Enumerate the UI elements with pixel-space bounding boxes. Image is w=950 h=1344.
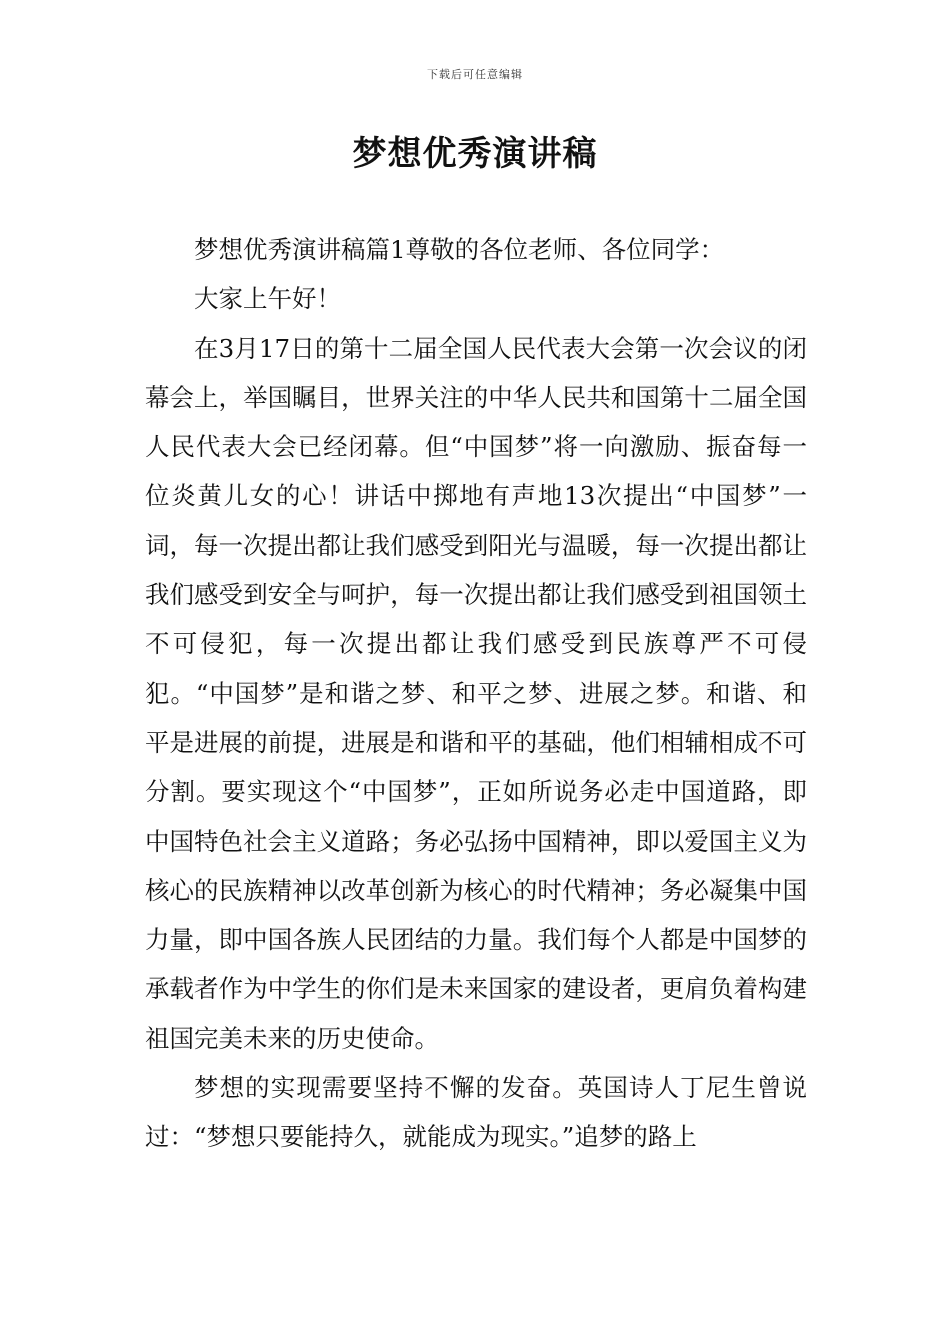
paragraph-greeting: 大家上午好！	[194, 284, 341, 314]
document-body	[145, 225, 807, 1162]
document-title: 梦想优秀演讲稿	[352, 134, 598, 174]
paragraph-main: 在3月17日的第十二届全国人民代表大会第一次会议的闭幕会上，举国瞩目，世界关注的中华人民共和国第十二届全国人民代表大会已经闭幕。但“中国梦”将一向激励、振奋每一位炎黄儿女的心！讲话中掷地有声地13次提出“中国梦”一词，每一次提出都让我们感受到阳光与温暖，每一次提出都让我们感受到安全与呵护，每一次提出都让我们感受到祖国领土不可侵犯，每一次提出都让我们感受到民族尊严不可侵犯。“中国梦”是和谐之梦、和平之梦、进展之梦。和谐、和平是进展的前提，进展是和谐和平的基础，他们相辅相成不可分割。要实现这个“中国梦”，正如所说务必走中国道路，即中国特色社会主义道路；务必弘扬中国精神，即以爱国主义为核心的民族精神以改革创新为核心的时代精神；务必凝集中国力量，即中国各族人民团结的力量。我们每个人都是中国梦的承载者作为中学生的你们是未来国家的建设者，更肩负着构建祖国完美未来的历史使命。	[145, 333, 807, 1053]
paragraph-dream: 梦想的实现需要坚持不懈的发奋。英国诗人丁尼生曾说过：“梦想只要能持久，就能成为现实。”追梦的路上	[145, 1073, 807, 1152]
header-note: 下载后可任意编辑	[427, 68, 523, 81]
paragraph-salutation: 梦想优秀演讲稿篇1尊敬的各位老师、各位同学：	[194, 235, 725, 264]
